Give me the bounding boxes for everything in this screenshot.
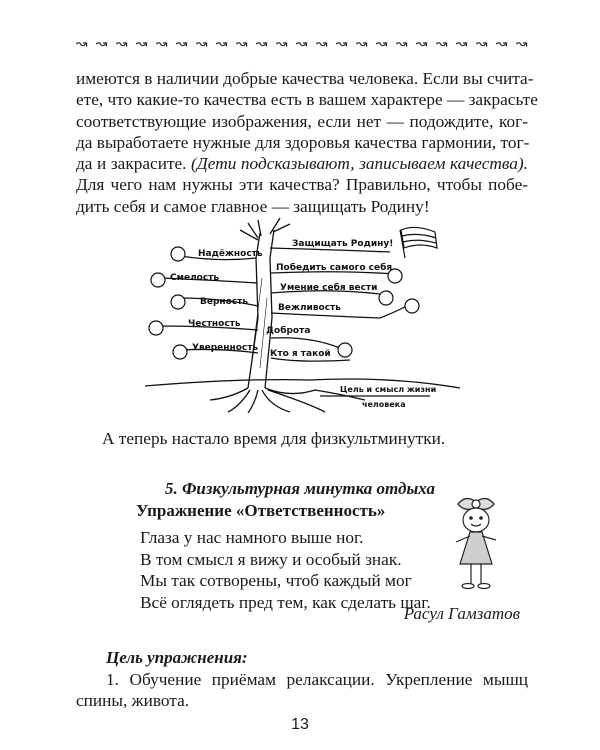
poem-line: В том смысл я вижу и особый знак. — [140, 549, 402, 569]
ornament-swirl-icon: ↝ — [295, 36, 309, 52]
intro-paragraph — [76, 68, 538, 217]
ornament-swirl-icon: ↝ — [115, 36, 129, 52]
ornament-swirl-icon: ↝ — [235, 36, 249, 52]
poem — [140, 527, 431, 613]
ornament-swirl-icon: ↝ — [515, 36, 529, 52]
tree-label: Смелость — [170, 273, 220, 283]
ornament-swirl-icon: ↝ — [215, 36, 229, 52]
goal-title: Цель упражнения: — [106, 648, 248, 667]
ornament-swirl-icon: ↝ — [455, 36, 469, 52]
tree-label: Верность — [200, 297, 249, 307]
poem-line: Всё оглядеть пред тем, как сделать шаг. — [140, 592, 431, 612]
decorative-ornament-border — [72, 36, 532, 52]
section-heading: 5. Физкультурная минутка отдыха — [164, 479, 436, 498]
ornament-swirl-icon: ↝ — [495, 36, 509, 52]
paragraph-line: да выработаете нужные для здоровья качества гармонии, тог- — [76, 132, 530, 152]
ornament-swirl-icon: ↝ — [375, 36, 389, 52]
paragraph-line: ете, что какие-то качества есть в вашем характере — закрасьте — [76, 90, 538, 110]
tree-label: Вежливость — [278, 303, 341, 313]
ornament-swirl-icon: ↝ — [275, 36, 289, 52]
ornament-swirl-icon: ↝ — [255, 36, 269, 52]
ornament-swirl-icon: ↝ — [315, 36, 329, 52]
paragraph-line: имеются в наличии добрые качества человека. Если вы счита- — [76, 69, 534, 88]
poem-author: Расул Гамзатов — [403, 604, 520, 623]
ornament-swirl-icon: ↝ — [75, 36, 89, 52]
goal-line: 1. Обучение приёмам релаксации. Укрепление мышц — [106, 670, 528, 689]
poem-line: Мы так сотворены, чтоб каждый мог — [140, 571, 412, 590]
tree-label: Умение себя вести — [280, 283, 378, 293]
tree-label: Честность — [188, 319, 241, 329]
ornament-swirl-icon: ↝ — [435, 36, 449, 52]
tree-label: Защищать Родину! — [292, 239, 394, 249]
ornament-swirl-icon: ↝ — [335, 36, 349, 52]
ornament-swirl-icon: ↝ — [415, 36, 429, 52]
paragraph-line — [76, 153, 528, 174]
tree-label: Уверенность — [192, 343, 259, 353]
tree-root-label: Цель и смысл жизни — [340, 385, 437, 394]
ornament-swirl-icon: ↝ — [355, 36, 369, 52]
page-number: 13 — [291, 716, 309, 733]
ornament-swirl-icon: ↝ — [95, 36, 109, 52]
ornament-swirl-icon: ↝ — [475, 36, 489, 52]
ornament-swirl-icon: ↝ — [195, 36, 209, 52]
ornament-swirl-icon: ↝ — [135, 36, 149, 52]
goal-line: спины, живота. — [76, 691, 190, 710]
ornament-swirl-icon: ↝ — [175, 36, 189, 52]
tree-label: Доброта — [266, 326, 311, 336]
transition-text: А теперь настало время для физкультминутки. — [102, 429, 446, 448]
tree-label: Победить самого себя — [276, 263, 393, 273]
italic-note: (Дети подсказывают, записываем качества). — [191, 154, 528, 174]
girl-illustration — [436, 494, 516, 594]
paragraph-line: Для чего нам нужны эти качества? Правильно, чтобы побе- — [76, 175, 528, 195]
tree-label: Кто я такой — [270, 349, 331, 359]
paragraph-line: дить себя и самое главное — защищать Родину! — [76, 196, 430, 216]
flag-icon — [400, 227, 437, 258]
tree-label: Надёжность — [198, 249, 263, 259]
paragraph-line: соответствующие изображения, если нет — подождите, ког- — [76, 111, 528, 131]
tree-root-label: человека — [362, 400, 406, 409]
paragraph-text: да и закрасите. — [76, 154, 192, 174]
poem-line: Глаза у нас намного выше ног. — [140, 528, 364, 547]
qualities-tree-illustration — [140, 218, 480, 413]
ornament-swirl-icon: ↝ — [395, 36, 409, 52]
goal-text — [76, 669, 528, 711]
ornament-swirl-icon: ↝ — [155, 36, 169, 52]
exercise-title: Упражнение «Ответственность» — [136, 501, 386, 520]
